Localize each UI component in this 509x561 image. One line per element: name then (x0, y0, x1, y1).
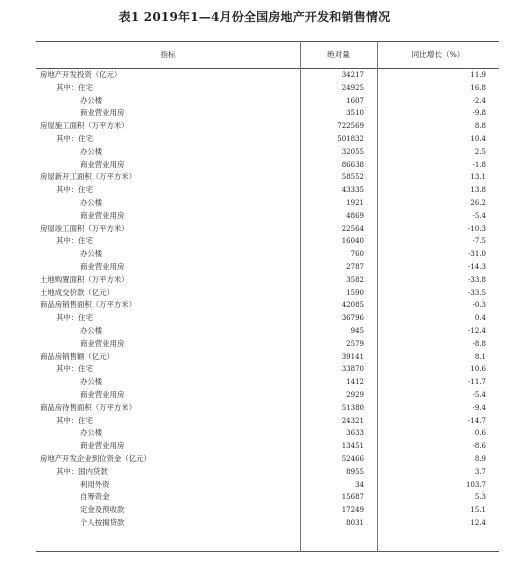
row-indicator-label: 商业营业用房 (80, 389, 125, 399)
row-yoy-growth: -7.5 (472, 237, 486, 246)
table-row (36, 427, 499, 440)
table-row (36, 351, 499, 364)
table-row (36, 325, 499, 338)
row-absolute-value: 501832 (337, 134, 364, 143)
table-row (36, 363, 499, 376)
row-absolute-value: 86638 (341, 160, 364, 169)
row-yoy-growth: 8.8 (474, 122, 486, 131)
row-absolute-value: 36796 (341, 314, 364, 323)
row-indicator-label: 其中：住宅 (56, 364, 93, 374)
row-absolute-value: 52466 (341, 454, 364, 463)
row-indicator-label: 商业营业用房 (80, 159, 125, 169)
table-row (36, 107, 499, 120)
row-yoy-growth: 10.6 (470, 365, 486, 374)
row-yoy-growth: 5.3 (474, 493, 486, 502)
table-row (36, 491, 499, 504)
table-row (36, 95, 499, 108)
table-row (36, 287, 499, 300)
row-yoy-growth: 12.4 (470, 518, 486, 527)
row-yoy-growth: -9.4 (472, 403, 486, 412)
row-yoy-growth: -31.0 (468, 250, 486, 259)
row-absolute-value: 3582 (346, 275, 364, 284)
row-indicator-label: 商业营业用房 (80, 108, 125, 118)
row-indicator-label: 其中：住宅 (56, 236, 93, 246)
row-yoy-growth: 8.1 (474, 352, 486, 361)
row-indicator-label: 商品房销售额（亿元） (40, 351, 114, 361)
row-yoy-growth: 103.7 (465, 480, 486, 489)
row-absolute-value: 34 (355, 480, 364, 489)
table-row (36, 197, 499, 210)
row-yoy-growth: 16.8 (470, 83, 486, 92)
table-row (36, 402, 499, 415)
row-absolute-value: 945 (350, 326, 364, 335)
row-absolute-value: 722569 (337, 122, 364, 131)
row-absolute-value: 42085 (341, 301, 364, 310)
row-yoy-growth: 8.9 (474, 454, 486, 463)
row-indicator-label: 房屋新开工面积（万平方米） (40, 172, 137, 182)
row-yoy-growth: 0.4 (474, 314, 486, 323)
table-row (36, 223, 499, 236)
table-row (36, 82, 499, 95)
row-indicator-label: 房屋竣工面积（万平方米） (40, 223, 129, 233)
table-row (36, 184, 499, 197)
table-body (36, 69, 499, 530)
table-row (36, 69, 499, 82)
row-absolute-value: 34217 (341, 71, 364, 79)
row-yoy-growth: 13.1 (470, 173, 486, 182)
row-yoy-growth: -5.4 (472, 390, 486, 399)
row-indicator-label: 办公楼 (80, 95, 103, 105)
row-absolute-value: 760 (350, 250, 364, 259)
table-row (36, 440, 499, 453)
table-row (36, 274, 499, 287)
row-indicator-label: 个人按揭贷款 (80, 517, 125, 527)
table-row (36, 261, 499, 274)
table-row (36, 312, 499, 325)
row-absolute-value: 22564 (341, 224, 364, 233)
row-yoy-growth: -9.8 (472, 109, 486, 118)
row-indicator-label: 办公楼 (80, 377, 103, 387)
row-absolute-value: 8955 (346, 467, 364, 476)
table-row (36, 453, 499, 466)
row-absolute-value: 2787 (346, 262, 364, 271)
row-yoy-growth: -10.3 (468, 224, 486, 233)
row-yoy-growth: 26.2 (470, 198, 486, 207)
row-yoy-growth: 3.7 (474, 467, 486, 476)
table-row (36, 235, 499, 248)
row-indicator-label: 其中：住宅 (56, 415, 93, 425)
row-indicator-label: 其中：住宅 (56, 313, 93, 323)
row-yoy-growth: -2.4 (472, 96, 486, 105)
table-row (36, 248, 499, 261)
row-indicator-label: 其中：住宅 (56, 82, 93, 92)
row-absolute-value: 3633 (346, 429, 364, 438)
row-yoy-growth: -0.3 (472, 301, 486, 310)
table-row (36, 159, 499, 172)
row-absolute-value: 43335 (341, 186, 364, 195)
table-row (36, 504, 499, 517)
row-absolute-value: 24321 (341, 416, 364, 425)
row-yoy-growth: -33.8 (468, 275, 486, 284)
row-indicator-label: 其中：国内贷款 (56, 466, 108, 476)
row-yoy-growth: -12.4 (468, 326, 486, 335)
row-absolute-value: 16040 (341, 237, 364, 246)
row-indicator-label: 土地购置面积（万平方米） (40, 274, 129, 284)
row-absolute-value: 58552 (341, 173, 364, 182)
row-absolute-value: 32055 (341, 147, 364, 156)
table-row (36, 479, 499, 492)
row-indicator-label: 商品房待售面积（万平方米） (40, 402, 137, 412)
row-absolute-value: 1607 (346, 96, 364, 105)
row-yoy-growth: -5.4 (472, 211, 486, 220)
row-absolute-value: 24925 (341, 83, 364, 92)
table-row (36, 466, 499, 479)
table-row (36, 133, 499, 146)
row-yoy-growth: 15.1 (470, 506, 486, 515)
row-absolute-value: 2929 (346, 390, 364, 399)
row-yoy-growth: -14.3 (468, 262, 486, 271)
row-indicator-label: 其中：住宅 (56, 133, 93, 143)
row-yoy-growth: -1.8 (472, 160, 486, 169)
row-absolute-value: 13451 (341, 442, 364, 451)
row-yoy-growth: -14.7 (468, 416, 486, 425)
table-row (36, 517, 499, 530)
row-indicator-label: 房地产开发投资（亿元） (40, 70, 122, 79)
row-absolute-value: 39141 (341, 352, 364, 361)
row-indicator-label: 办公楼 (80, 325, 103, 335)
row-indicator-label: 办公楼 (80, 428, 103, 438)
table-row (36, 389, 499, 402)
row-indicator-label: 房屋施工面积（万平方米） (40, 121, 129, 131)
row-absolute-value: 33870 (341, 365, 364, 374)
row-absolute-value: 15687 (341, 493, 364, 502)
row-absolute-value: 8031 (346, 518, 364, 527)
table-row (36, 146, 499, 159)
row-indicator-label: 其中：住宅 (56, 185, 93, 195)
row-yoy-growth: 10.4 (470, 134, 486, 143)
row-indicator-label: 办公楼 (80, 249, 103, 259)
header-yoy-growth: 同比增长（%） (411, 50, 465, 59)
header-indicator: 指标 (160, 50, 176, 59)
row-indicator-label: 定金及预收款 (80, 505, 125, 515)
row-absolute-value: 51380 (341, 403, 364, 412)
row-absolute-value: 1921 (346, 198, 364, 207)
header-absolute-value: 绝对量 (327, 50, 350, 59)
row-indicator-label: 自筹资金 (80, 492, 110, 502)
row-yoy-growth: -11.7 (468, 378, 486, 387)
row-indicator-label: 利用外资 (80, 479, 110, 489)
row-indicator-label: 办公楼 (80, 146, 103, 156)
table-row (36, 338, 499, 351)
row-absolute-value: 1412 (346, 378, 364, 387)
table-row (36, 171, 499, 184)
table-row (36, 415, 499, 428)
table-row (36, 299, 499, 312)
row-absolute-value: 1590 (346, 288, 364, 297)
row-absolute-value: 3510 (346, 109, 364, 118)
table-row (36, 376, 499, 389)
row-indicator-label: 商品房销售面积（万平方米） (40, 300, 137, 310)
row-yoy-growth: -8.6 (472, 442, 486, 451)
row-absolute-value: 17249 (341, 506, 364, 515)
row-indicator-label: 房地产开发企业到位资金（亿元） (40, 453, 151, 463)
row-yoy-growth: 2.5 (474, 147, 486, 156)
row-absolute-value: 4869 (346, 211, 364, 220)
row-indicator-label: 办公楼 (80, 197, 103, 207)
table-bottom-rule (36, 551, 499, 552)
table-row (36, 210, 499, 223)
row-yoy-growth: -33.5 (468, 288, 486, 297)
table-title: 表1 2019年1—4月份全国房地产开发和销售情况 (118, 10, 391, 24)
row-yoy-growth: 13.8 (470, 186, 486, 195)
row-indicator-label: 商业营业用房 (80, 441, 125, 451)
row-yoy-growth: 11.9 (470, 71, 486, 79)
row-indicator-label: 土地成交价款（亿元） (40, 287, 114, 297)
row-absolute-value: 2579 (346, 339, 364, 348)
row-indicator-label: 商业营业用房 (80, 338, 125, 348)
row-yoy-growth: -8.8 (472, 339, 486, 348)
row-indicator-label: 商业营业用房 (80, 210, 125, 220)
row-yoy-growth: 0.6 (474, 429, 486, 438)
row-indicator-label: 商业营业用房 (80, 261, 125, 271)
table-row (36, 120, 499, 133)
